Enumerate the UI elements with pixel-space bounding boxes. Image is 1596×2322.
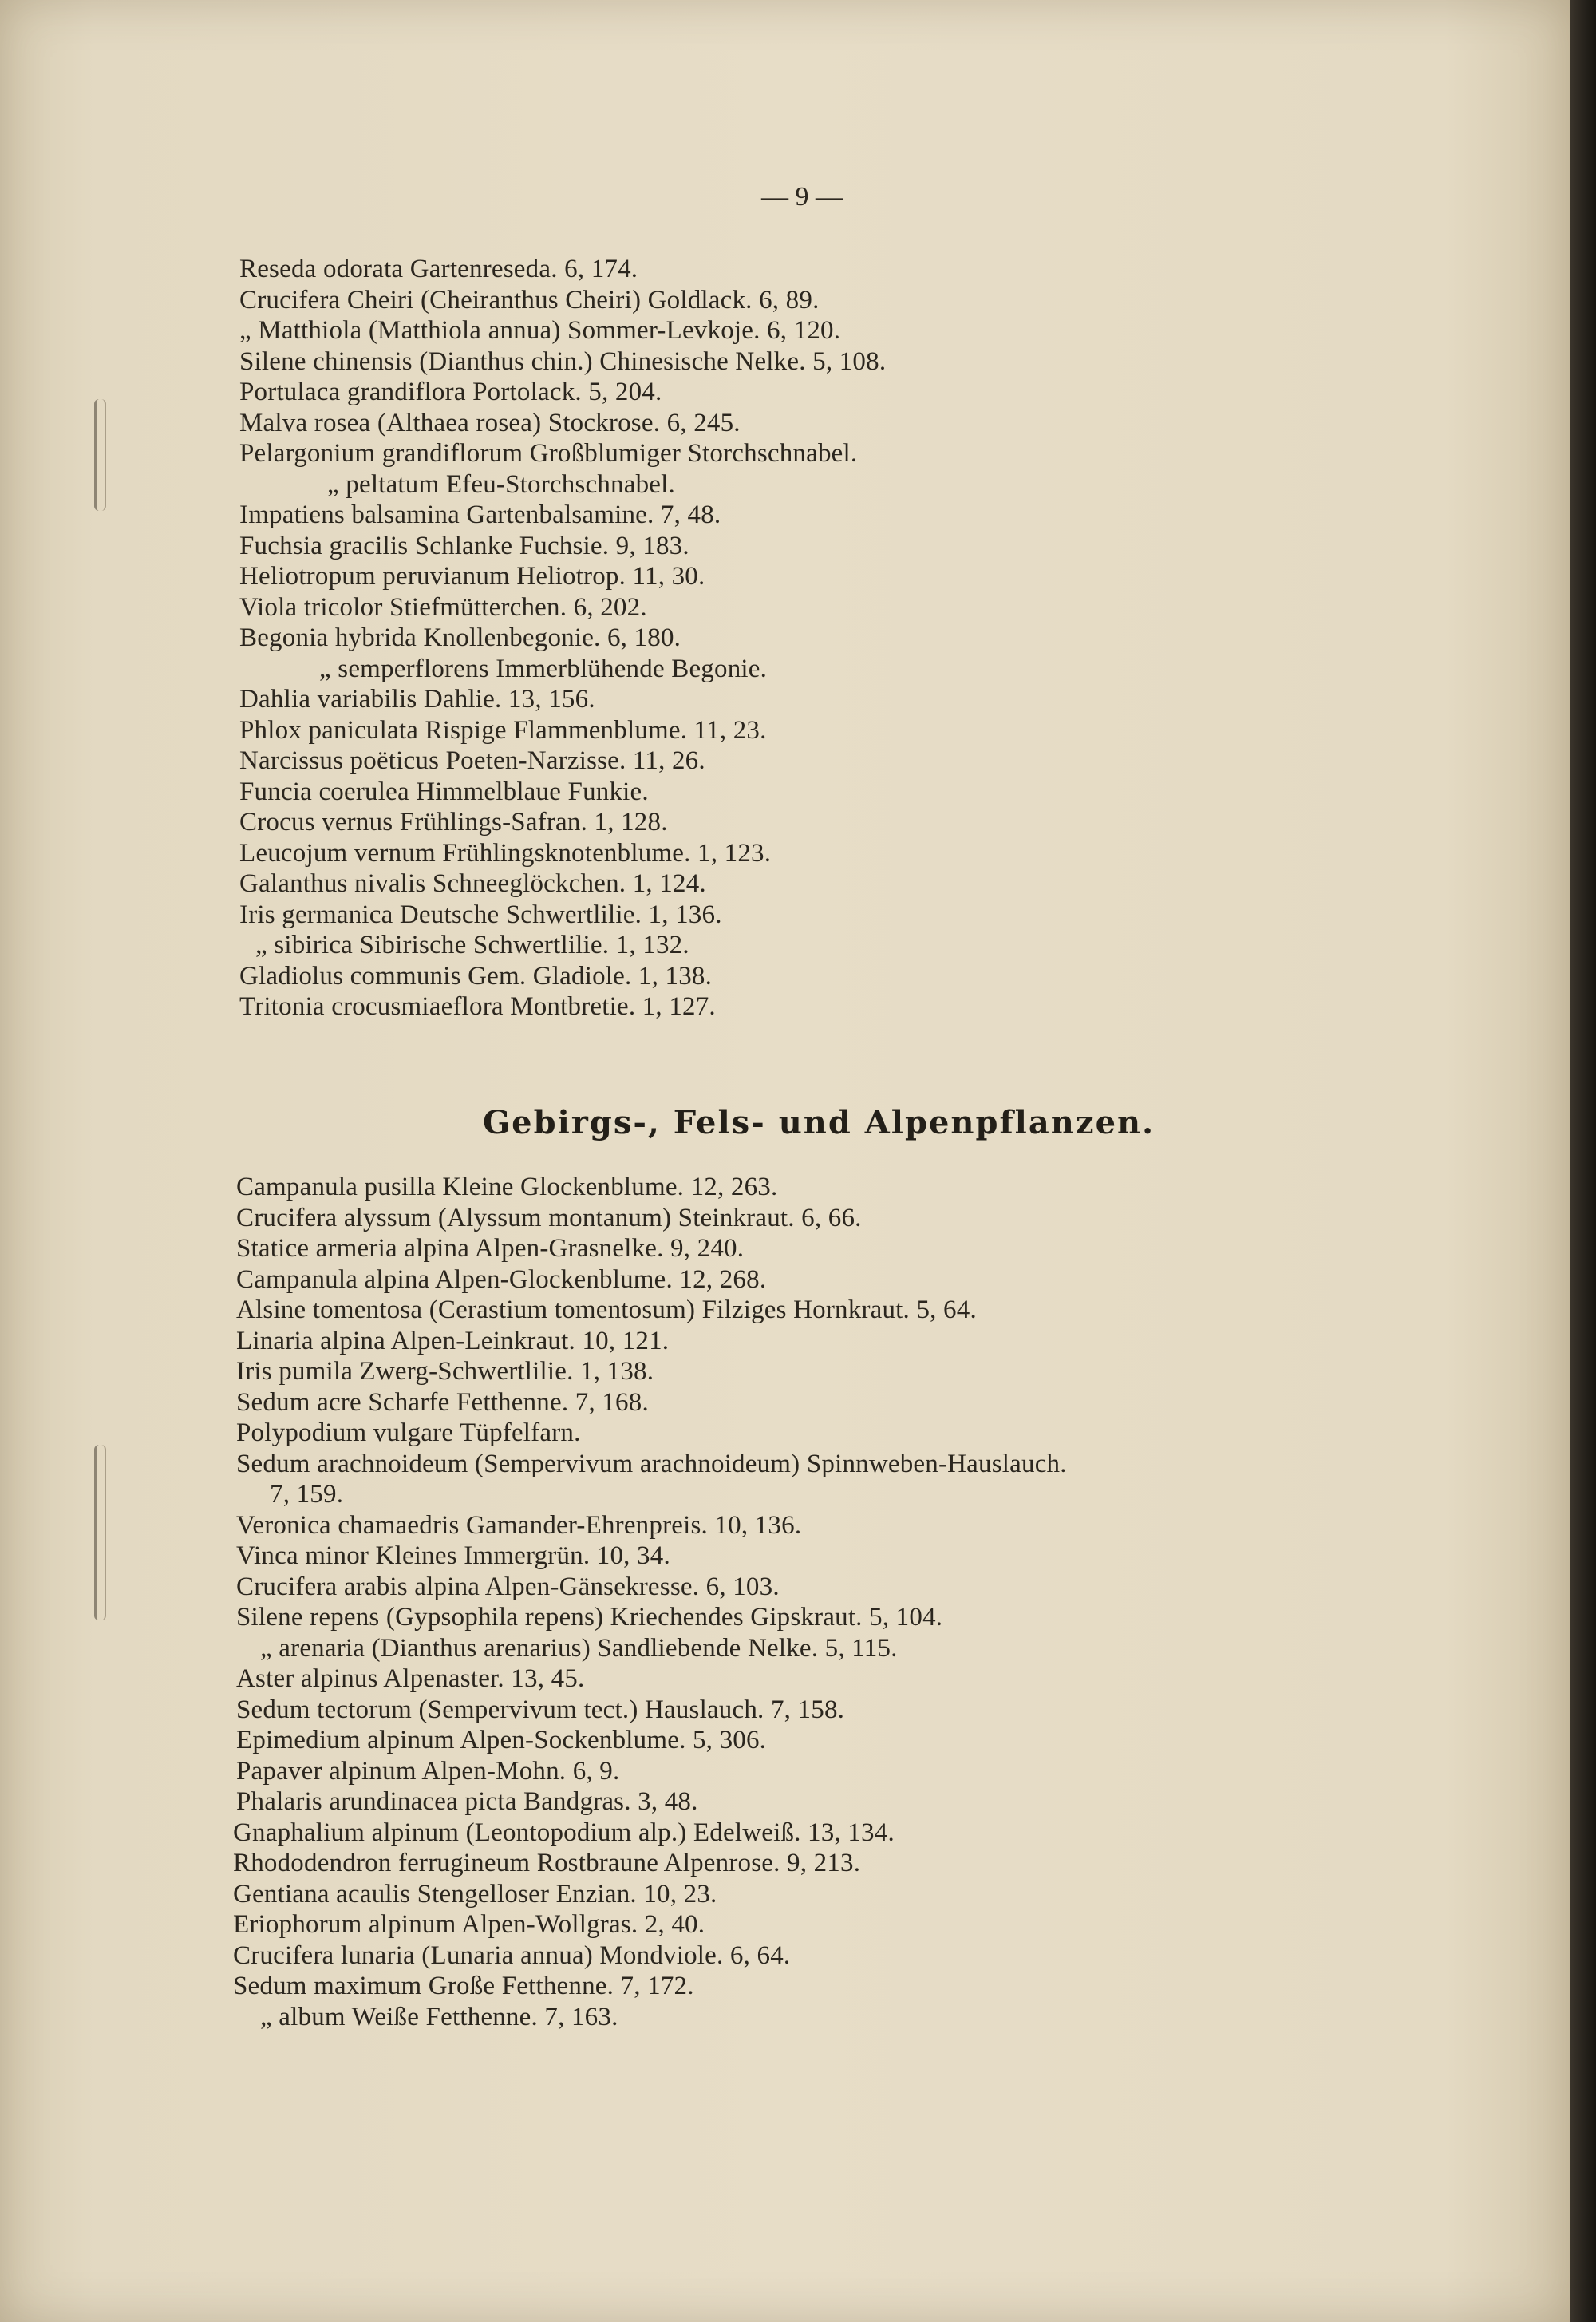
list-item: Leucojum vernum Frühlingsknotenblume. 1, 123. <box>239 838 772 868</box>
list-item: Crucifera lunaria (Lunaria annua) Mondviole. 6, 64. <box>233 1940 791 1970</box>
list-item: Eriophorum alpinum Alpen-Wollgras. 2, 40. <box>233 1910 705 1939</box>
list-item: Portulaca grandiflora Portolack. 5, 204. <box>239 378 662 406</box>
list-item: Campanula alpina Alpen-Glockenblume. 12, 268. <box>236 1264 767 1294</box>
list-item: „ arenaria (Dianthus arenarius) Sandliebende Nelke. 5, 115. <box>260 1633 898 1663</box>
binding-mark <box>94 399 106 511</box>
list-item: Linaria alpina Alpen-Leinkraut. 10, 121. <box>236 1326 670 1355</box>
list-item: Phlox paniculata Rispige Flammenblume. 11, 23. <box>239 715 767 745</box>
list-item: Vinca minor Kleines Immergrün. 10, 34. <box>236 1541 670 1570</box>
list-item: Rhododendron ferrugineum Rostbraune Alpenrose. 9, 213. <box>233 1849 861 1877</box>
list-item: 7, 159. <box>270 1480 344 1509</box>
list-item: Polypodium vulgare Tüpfelfarn. <box>236 1418 581 1447</box>
page-number: — 9 — <box>761 182 843 212</box>
list-item: Impatiens balsamina Gartenbalsamine. 7, 48. <box>239 500 721 529</box>
list-item: Galanthus nivalis Schneeglöckchen. 1, 124. <box>239 869 706 898</box>
list-item: Dahlia variabilis Dahlie. 13, 156. <box>239 685 595 714</box>
list-item: Fuchsia gracilis Schlanke Fuchsie. 9, 183. <box>239 531 689 560</box>
list-item: Viola tricolor Stiefmütterchen. 6, 202. <box>239 592 647 622</box>
list-item: Aster alpinus Alpenaster. 13, 45. <box>236 1664 585 1693</box>
list-item: Tritonia crocusmiaeflora Montbretie. 1, 127. <box>239 992 716 1021</box>
list-item: Iris germanica Deutsche Schwertlilie. 1, 136. <box>239 900 722 929</box>
list-item: „ album Weiße Fetthenne. 7, 163. <box>260 2002 618 2031</box>
list-item: Crucifera arabis alpina Alpen-Gänsekresse. 6, 103. <box>236 1572 780 1601</box>
list-item: Crucifera Cheiri (Cheiranthus Cheiri) Goldlack. 6, 89. <box>239 285 820 314</box>
list-item: „ semperflorens Immerblühende Begonie. <box>319 654 768 683</box>
list-item: Gentiana acaulis Stengelloser Enzian. 10, 23. <box>233 1879 717 1909</box>
page-edge-shadow <box>1570 0 1596 2322</box>
list-item: Gnaphalium alpinum (Leontopodium alp.) Edelweiß. 13, 134. <box>233 1818 895 1847</box>
list-item: Narcissus poëticus Poeten-Narzisse. 11, 26. <box>239 746 705 775</box>
list-item: Sedum arachnoideum (Sempervivum arachnoideum) Spinnweben-Hauslauch. <box>236 1449 1067 1478</box>
list-item: Epimedium alpinum Alpen-Sockenblume. 5, 306. <box>236 1726 767 1754</box>
list-item: Sedum maximum Große Fetthenne. 7, 172. <box>233 1972 694 2000</box>
section-heading: Gebirgs-, Fels- und Alpenpflanzen. <box>483 1104 1156 1141</box>
list-item: Begonia hybrida Knollenbegonie. 6, 180. <box>239 623 681 652</box>
list-item: Statice armeria alpina Alpen-Grasnelke. 9, 240. <box>236 1234 745 1263</box>
list-item: Veronica chamaedris Gamander-Ehrenpreis. 10, 136. <box>236 1510 802 1540</box>
list-item: Alsine tomentosa (Cerastium tomentosum) Filziges Hornkraut. 5, 64. <box>236 1295 977 1324</box>
list-item: „ peltatum Efeu-Storchschnabel. <box>327 469 675 499</box>
list-item: „ Matthiola (Matthiola annua) Sommer-Levkoje. 6, 120. <box>239 316 841 345</box>
list-item: Phalaris arundinacea picta Bandgras. 3, 48. <box>236 1787 698 1816</box>
list-item: Heliotropum peruvianum Heliotrop. 11, 30. <box>239 562 705 591</box>
list-item: Reseda odorata Gartenreseda. 6, 174. <box>239 255 638 283</box>
list-item: Papaver alpinum Alpen-Mohn. 6, 9. <box>236 1756 620 1786</box>
list-item: Sedum acre Scharfe Fetthenne. 7, 168. <box>236 1387 649 1417</box>
list-item: Malva rosea (Althaea rosea) Stockrose. 6, 245. <box>239 408 741 437</box>
list-item: Funcia coerulea Himmelblaue Funkie. <box>239 777 649 806</box>
list-item: Crucifera alyssum (Alyssum montanum) Steinkraut. 6, 66. <box>236 1203 862 1232</box>
list-item: Silene repens (Gypsophila repens) Kriechendes Gipskraut. 5, 104. <box>236 1603 943 1632</box>
list-item: Gladiolus communis Gem. Gladiole. 1, 138. <box>239 961 713 991</box>
list-item: Crocus vernus Frühlings-Safran. 1, 128. <box>239 808 668 837</box>
list-item: Pelargonium grandiflorum Großblumiger Storchschnabel. <box>239 439 858 468</box>
list-item: Campanula pusilla Kleine Glockenblume. 12, 263. <box>236 1173 778 1201</box>
list-item: Sedum tectorum (Sempervivum tect.) Hauslauch. 7, 158. <box>236 1695 845 1724</box>
list-item: Silene chinensis (Dianthus chin.) Chinesische Nelke. 5, 108. <box>239 346 887 376</box>
binding-mark <box>94 1445 106 1620</box>
list-item: „ sibirica Sibirische Schwertlilie. 1, 132. <box>255 931 689 959</box>
list-item: Iris pumila Zwerg-Schwertlilie. 1, 138. <box>236 1357 654 1386</box>
